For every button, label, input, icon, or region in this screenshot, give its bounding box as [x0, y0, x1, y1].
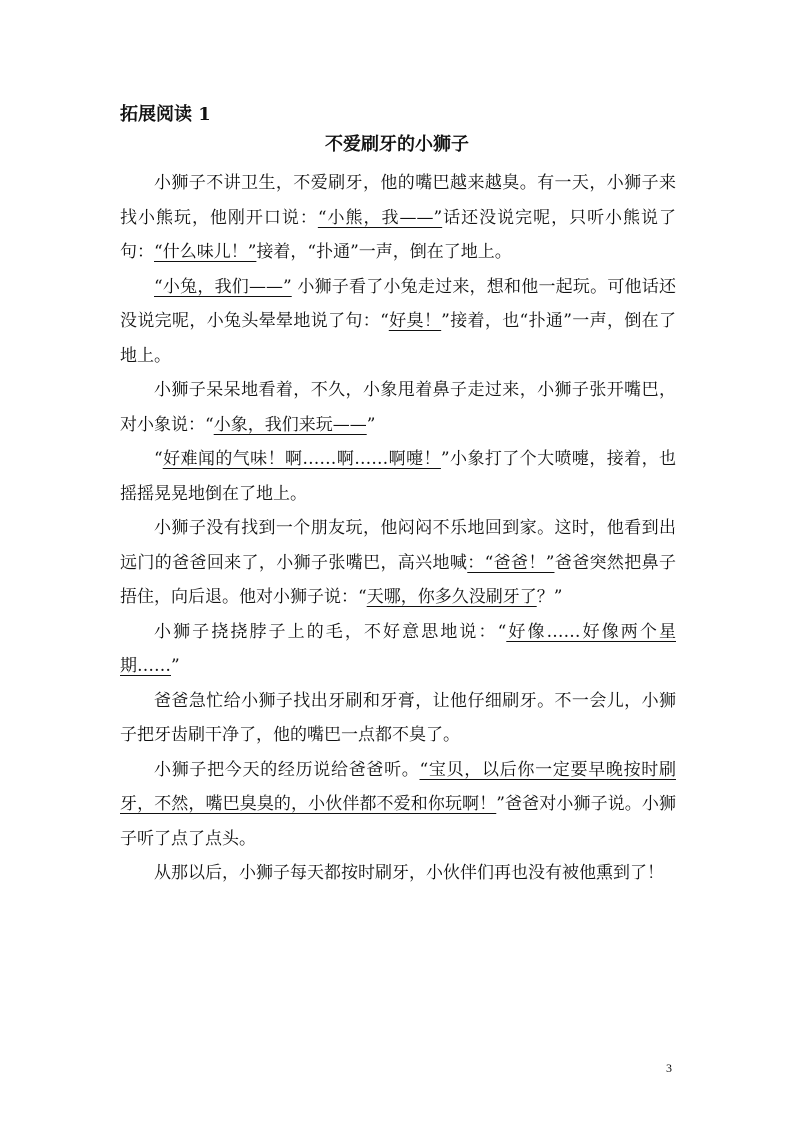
underlined-quote: 小象，我们来玩——	[213, 414, 367, 435]
text-run: ？”	[536, 587, 563, 607]
underlined-quote: 天哪，你多久没刷牙了	[366, 587, 537, 607]
text-run: ”爸爸对小狮子说。小狮子听了点了点头。	[120, 794, 676, 849]
text-run: 小狮子呆呆地看着，不久，小象甩着鼻子走过来，小狮子张开嘴巴，对小象说：“	[120, 380, 676, 435]
paragraph-7	[120, 684, 676, 753]
section-title: 拓展阅读 1	[120, 104, 211, 125]
text-run: ”小象打了个大喷嚏，接着，也摇摇晃晃地倒在了地上。	[120, 449, 676, 504]
paragraph-6	[120, 615, 676, 684]
story-title: 不爱刷牙的小狮子	[325, 134, 469, 155]
underlined-quote: ：“爸爸！”	[467, 552, 555, 573]
paragraph-5	[120, 511, 676, 615]
text-run: 接着，“扑通”一声，倒在了地上。	[256, 242, 512, 262]
underlined-quote: 好臭！	[388, 311, 442, 331]
text-run: 小狮子没有找到一个朋友玩，他闷闷不乐地回到家。这时，他看到出远门的爸爸回来了，小狮子张嘴巴，高兴地喊	[120, 518, 676, 573]
underlined-quote: “宝贝，以后你一定要早晚按时刷牙，不然，嘴巴臭臭的，小伙伴都不爱和你玩啊！	[120, 759, 676, 814]
paragraph-8	[120, 753, 676, 857]
text-run: ”	[366, 414, 376, 435]
underlined-quote: “什么味儿！”	[154, 242, 257, 262]
page-number: 3	[666, 1061, 672, 1075]
text-run: 爸爸急忙给小狮子找出牙刷和牙膏，让他仔细刷牙。不一会儿，小狮子把牙齿刷干净了，他的嘴巴一点都不臭了。	[120, 690, 676, 745]
underlined-quote: 好像……好像两个星期……	[120, 621, 676, 676]
text-run: ”	[171, 656, 180, 676]
text-run: ”接着，也“扑通”一声，倒在了地上。	[120, 311, 677, 366]
underlined-quote: “小兔，我们——”	[154, 276, 292, 297]
text-run: 小狮子把今天的经历说给爸爸听。	[154, 759, 420, 780]
text-run: “	[154, 449, 163, 469]
text-run: 爸爸突然把鼻子捂住，向后退。他对小狮子说：“	[120, 552, 677, 607]
underlined-quote: “小熊，我——”	[317, 207, 443, 228]
text-run: 从那以后，小狮子每天都按时刷牙，小伙伴们再也没有被他熏到了！	[154, 863, 664, 883]
paragraph-2	[120, 270, 676, 374]
text-run: 小狮子看了小兔走过来，想和他一起玩。可他话还没说完呢，小兔头晕晕地说了句：“	[120, 276, 676, 331]
paragraph-9	[120, 856, 676, 891]
paragraph-1	[120, 166, 676, 270]
paragraph-3	[120, 373, 676, 442]
text-run: 小狮子不讲卫生，不爱刷牙，他的嘴巴越来越臭。有一天，小狮子来找小熊玩，他刚开口说：	[120, 173, 676, 228]
text-run: 小狮子挠挠脖子上的毛，不好意思地说：“	[154, 621, 507, 642]
text-run: 话还没说完呢，只听小熊说了句：	[120, 207, 677, 262]
paragraph-4	[120, 442, 676, 511]
underlined-quote: 好难闻的气味！啊……啊……啊嚏！	[162, 449, 441, 469]
story-body	[120, 166, 676, 891]
